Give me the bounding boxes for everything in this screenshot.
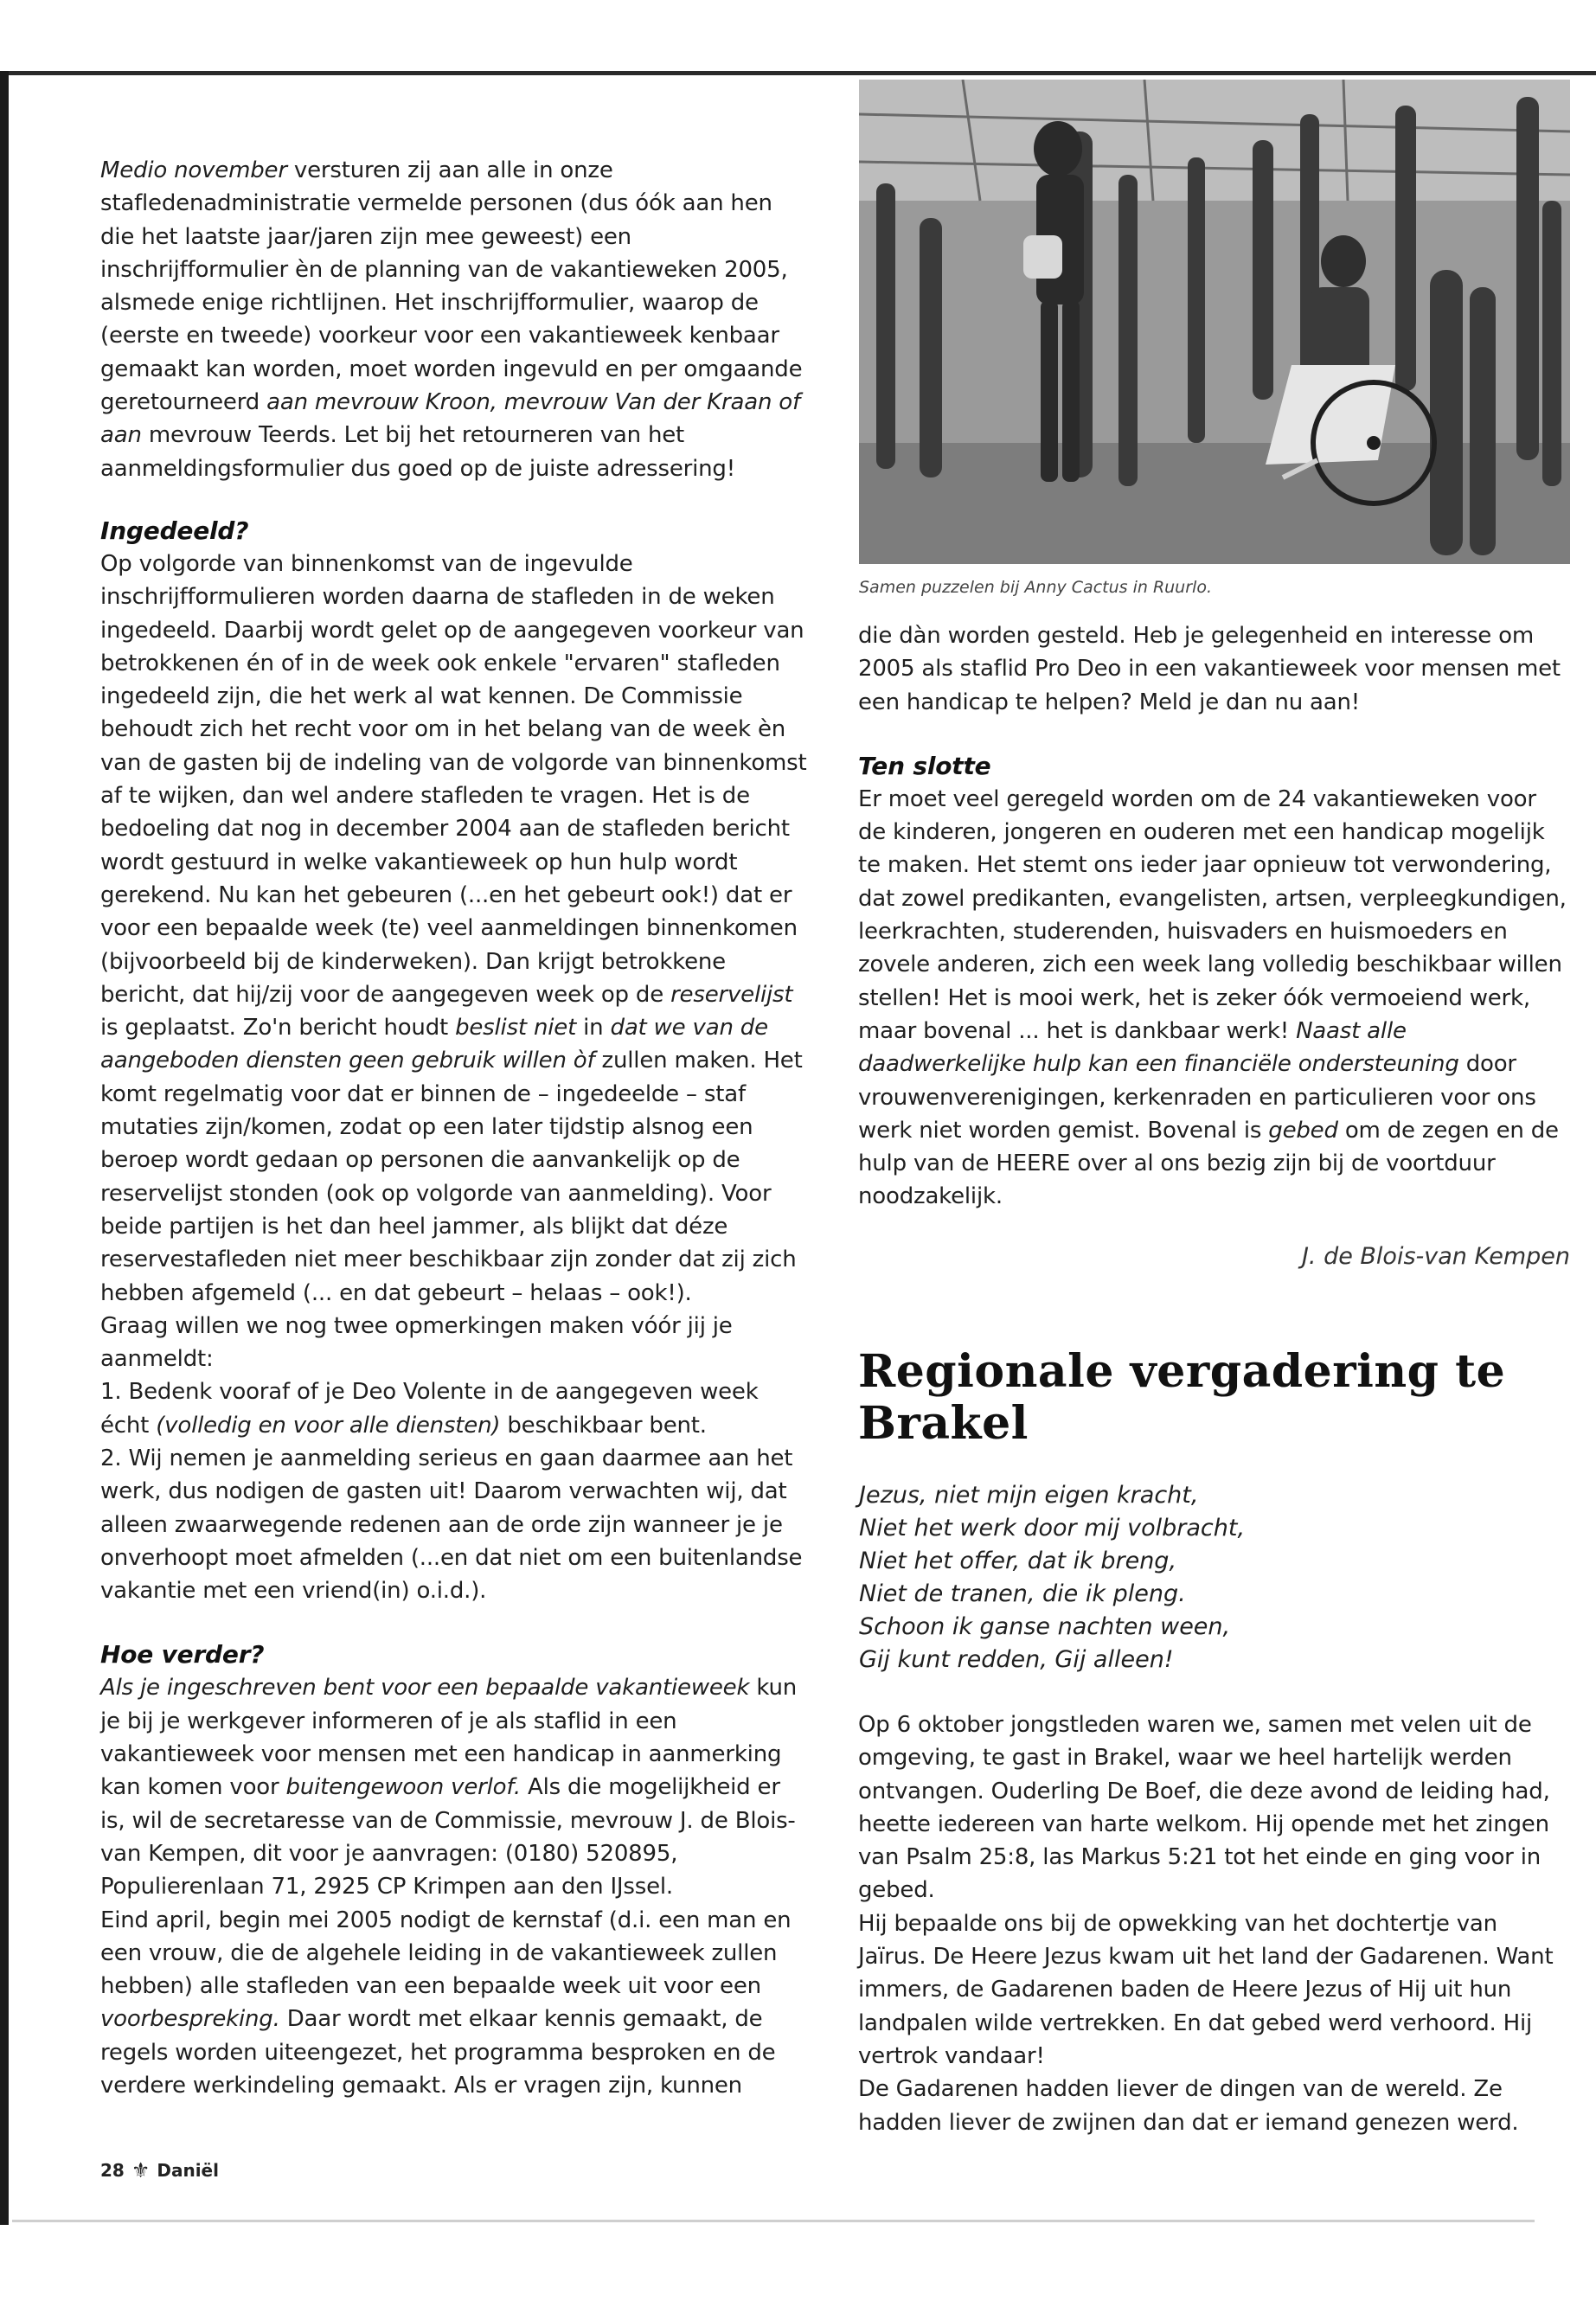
intro-paragraph <box>100 154 811 485</box>
body-text: Eind april, begin mei 2005 nodigt de kernstaf (d.i. een man en een vrouw, die de algehele leiding in de vakantieweek zullen hebben) alle stafleden van een bepaalde week uit voor een <box>100 1907 792 2000</box>
body-text: Er moet veel geregeld worden om de 24 vakantieweken voor de kinderen, jongeren en ouderen met een handicap mogelijk te maken. Het stemt ons ieder jaar opnieuw tot verwondering, dat zowel predikanten, evangelisten, artsen, verpleegkundigen, leerkrachten, studerenden, huisvaders en huismoeders en zovele anderen, zich een week lang volledig beschikbaar willen stellen! Het is mooi werk, het is zeker óók vermoeiend werk, maar bovenal ... het is dankbaar werk! <box>858 785 1567 1044</box>
emphasis-text: Naast alle daadwerkelijke hulp kan een financiële ondersteuning <box>858 1017 1459 1078</box>
article-paragraph-2: Hij bepaalde ons bij de opwekking van het dochtertje van Jaïrus. De Heere Jezus kwam uit het land der Gadarenen. Want immers, de Gadarenen baden de Heere Jezus of Hij uit hun landpalen wilde vertrekken. En dat gebed werd verhoord. Hij vertrok vandaar! <box>858 1910 1554 2069</box>
scan-edge-left <box>0 71 9 2225</box>
body-text: kun je bij je werkgever informeren of je als staflid in een vakantieweek voor mensen met een handicap in aanmerking kan komen voor <box>100 1675 798 1801</box>
page-number: 28 <box>100 2160 125 2181</box>
emphasis-text: dat we van de aangeboden diensten geen gebruik willen òf <box>100 1015 768 1074</box>
heading-ingedeeld: Ingedeeld? <box>100 516 249 545</box>
page-footer <box>100 2160 219 2181</box>
poem-line: Niet de tranen, die ik pleng. <box>859 1580 1186 1607</box>
poem-line: Niet het offer, dat ik breng, <box>859 1548 1177 1574</box>
greenhouse-photo <box>859 80 1570 564</box>
body-text: mevrouw Teerds. Let bij het retourneren van het aanmeldingsformulier dus goed op de juiste adressering! <box>100 422 735 482</box>
magazine-name: Daniël <box>157 2160 219 2181</box>
body-text: beschikbaar bent. <box>500 1412 707 1439</box>
body-text: is geplaatst. Zo'n bericht houdt <box>100 1015 456 1042</box>
body-text: zullen maken. Het komt regelmatig voor dat er binnen de – ingedeelde – staf mutaties zijn/komen, zodat op een later tijdstip alsnog een beroep wordt gedaan op personen die aanvankelijk op de reservelijst stonden (ook op volgorde van aanmelding). Voor beide partijen is het dan heel jammer, als blijkt dat déze reservestafleden niet meer beschikbaar zijn zonder dat zij zich hebben afgemeld (... en dat gebeurt – helaas – ook!). <box>100 1048 803 1306</box>
poem-line: Schoon ik ganse nachten ween, <box>859 1613 1231 1640</box>
article-title: Regionale vergadering te Brakel <box>858 1345 1506 1450</box>
emphasis-text: Als je ingeschreven bent voor een bepaalde vakantieweek <box>100 1675 750 1702</box>
body-text: versturen zij aan alle in onze stafledenadministratie vermelde personen (dus óók aan hen die het laatste jaar/jaren zijn mee geweest) een inschrijfformulier èn de planning van de vakantieweken 2005, alsmede enige richtlijnen. Het inschrijfformulier, waarop de (eerste en tweede) voorkeur voor een vakantieweek kenbaar gemaakt kan worden, moet worden ingevuld en per omgaande geretourneerd <box>100 157 803 416</box>
scan-edge-top <box>0 71 1596 75</box>
left-column <box>100 154 811 2102</box>
photo-caption: Samen puzzelen bij Anny Cactus in Ruurlo. <box>859 578 1212 597</box>
emphasis-text: reservelijst <box>670 981 793 1008</box>
ten-slotte-paragraph <box>858 783 1569 1214</box>
article-paragraph-1: Op 6 oktober jongstleden waren we, samen met velen uit de omgeving, te gast in Brakel, waar we heel hartelijk werden ontvangen. Ouderling De Boef, die deze avond de leiding had, heette iedereen van harte welkom. Hij opende met het zingen van Psalm 25:8, las Markus 5:21 tot het einde en ging voor in gebed. <box>858 1712 1550 1904</box>
body-text: in <box>576 1015 611 1042</box>
poem <box>859 1479 1568 1676</box>
verder-paragraph-2 <box>100 1904 811 2103</box>
scan-edge-bottom <box>12 2220 1535 2222</box>
emphasis-text: (volledig en voor alle diensten) <box>156 1412 501 1439</box>
opmerking-point-2: 2. Wij nemen je aanmelding serieus en gaan daarmee aan het werk, dus nodigen de gasten uit! Daarom verwachten wij, dat alleen zwaarwegende redenen aan de orde zijn wanneer je je onverhoopt moet afmelden (...en dat niet om een buitenlandse vakantie met een vriend(in) o.i.d.). <box>100 1445 803 1605</box>
continuation-paragraph: die dàn worden gesteld. Heb je gelegenheid en interesse om 2005 als staflid Pro Deo in een vakantieweek voor mensen met een handicap te helpen? Meld je dan nu aan! <box>858 623 1561 715</box>
heading-ten-slotte: Ten slotte <box>858 751 991 780</box>
author-signature: J. de Blois-van Kempen <box>1301 1243 1570 1270</box>
emphasis-text: buitengewoon verlof. <box>285 1774 521 1801</box>
article-body <box>858 1708 1569 2139</box>
body-text: door vrouwenverenigingen, kerkenraden en particulieren voor ons werk niet worden gemist. Bovenal is <box>858 1051 1536 1144</box>
opmerking-point-1 <box>100 1375 811 1442</box>
body-text: 1. Bedenk vooraf of je Deo Volente in de aangegeven week écht <box>100 1379 759 1439</box>
ingedeeld-paragraph <box>100 548 811 1310</box>
body-text: Daar wordt met elkaar kennis gemaakt, de regels worden uiteengezet, het programma besproken en de verdere werkindeling gemaakt. Als er vragen zijn, kunnen <box>100 2006 776 2099</box>
emphasis-text: Medio november <box>100 157 287 183</box>
body-text: om de zegen en de hulp van de HEERE over al ons bezig zijn bij de voortduur noodzakelijk. <box>858 1117 1559 1210</box>
emphasis-text: beslist niet <box>455 1015 577 1042</box>
greenhouse-photo-illustration <box>859 80 1570 564</box>
fleur-de-lis-icon: ⚜ <box>131 2158 151 2182</box>
right-column <box>858 619 1569 1214</box>
verder-paragraph-1 <box>100 1671 811 1903</box>
poem-line: Gij kunt redden, Gij alleen! <box>859 1646 1174 1673</box>
heading-hoe-verder: Hoe verder? <box>100 1640 265 1670</box>
emphasis-text: gebed <box>1268 1117 1338 1144</box>
poem-line: Jezus, niet mijn eigen kracht, <box>859 1482 1199 1509</box>
emphasis-text: aan mevrouw Kroon, mevrouw Van der Kraan of aan <box>100 389 800 449</box>
article-paragraph-3: De Gadarenen hadden liever de dingen van de wereld. Ze hadden liever de zwijnen dan dat er iemand genezen werd. <box>858 2076 1519 2136</box>
body-text: Als die mogelijkheid er is, wil de secretaresse van de Commissie, mevrouw J. de Blois-van Kempen, dit voor je aanvragen: (0180) 520895, Populierenlaan 71, 2925 CP Krimpen aan den IJssel. <box>100 1774 796 1900</box>
body-text: Op volgorde van binnenkomst van de ingevulde inschrijfformulieren worden daarna de stafleden in de weken ingedeeld. Daarbij wordt gelet op de aangegeven voorkeur van betrokkenen én of in de week ook enkele "ervaren" stafleden ingedeeld zijn, die het werk al wat kennen. De Commissie behoudt zich het recht voor om in het belang van de week èn van de gasten bij de indeling van de volgorde van binnenkomst af te wijken, dan wel andere stafleden te vragen. Het is de bedoeling dat nog in december 2004 aan de stafleden bericht wordt gestuurd in welke vakantieweek op hun hulp wordt gerekend. Nu kan het gebeuren (...en het gebeurt ook!) dat er voor een bepaalde week (te) veel aanmeldingen binnenkomen (bijvoorbeeld bij de kinderweken). Dan krijgt betrokkene bericht, dat hij/zij voor de aangegeven week op de <box>100 550 807 1008</box>
opmerkingen-intro: Graag willen we nog twee opmerkingen maken vóór jij je aanmeldt: <box>100 1312 733 1373</box>
poem-line: Niet het werk door mij volbracht, <box>859 1515 1246 1541</box>
emphasis-text: voorbespreking. <box>100 2006 280 2033</box>
